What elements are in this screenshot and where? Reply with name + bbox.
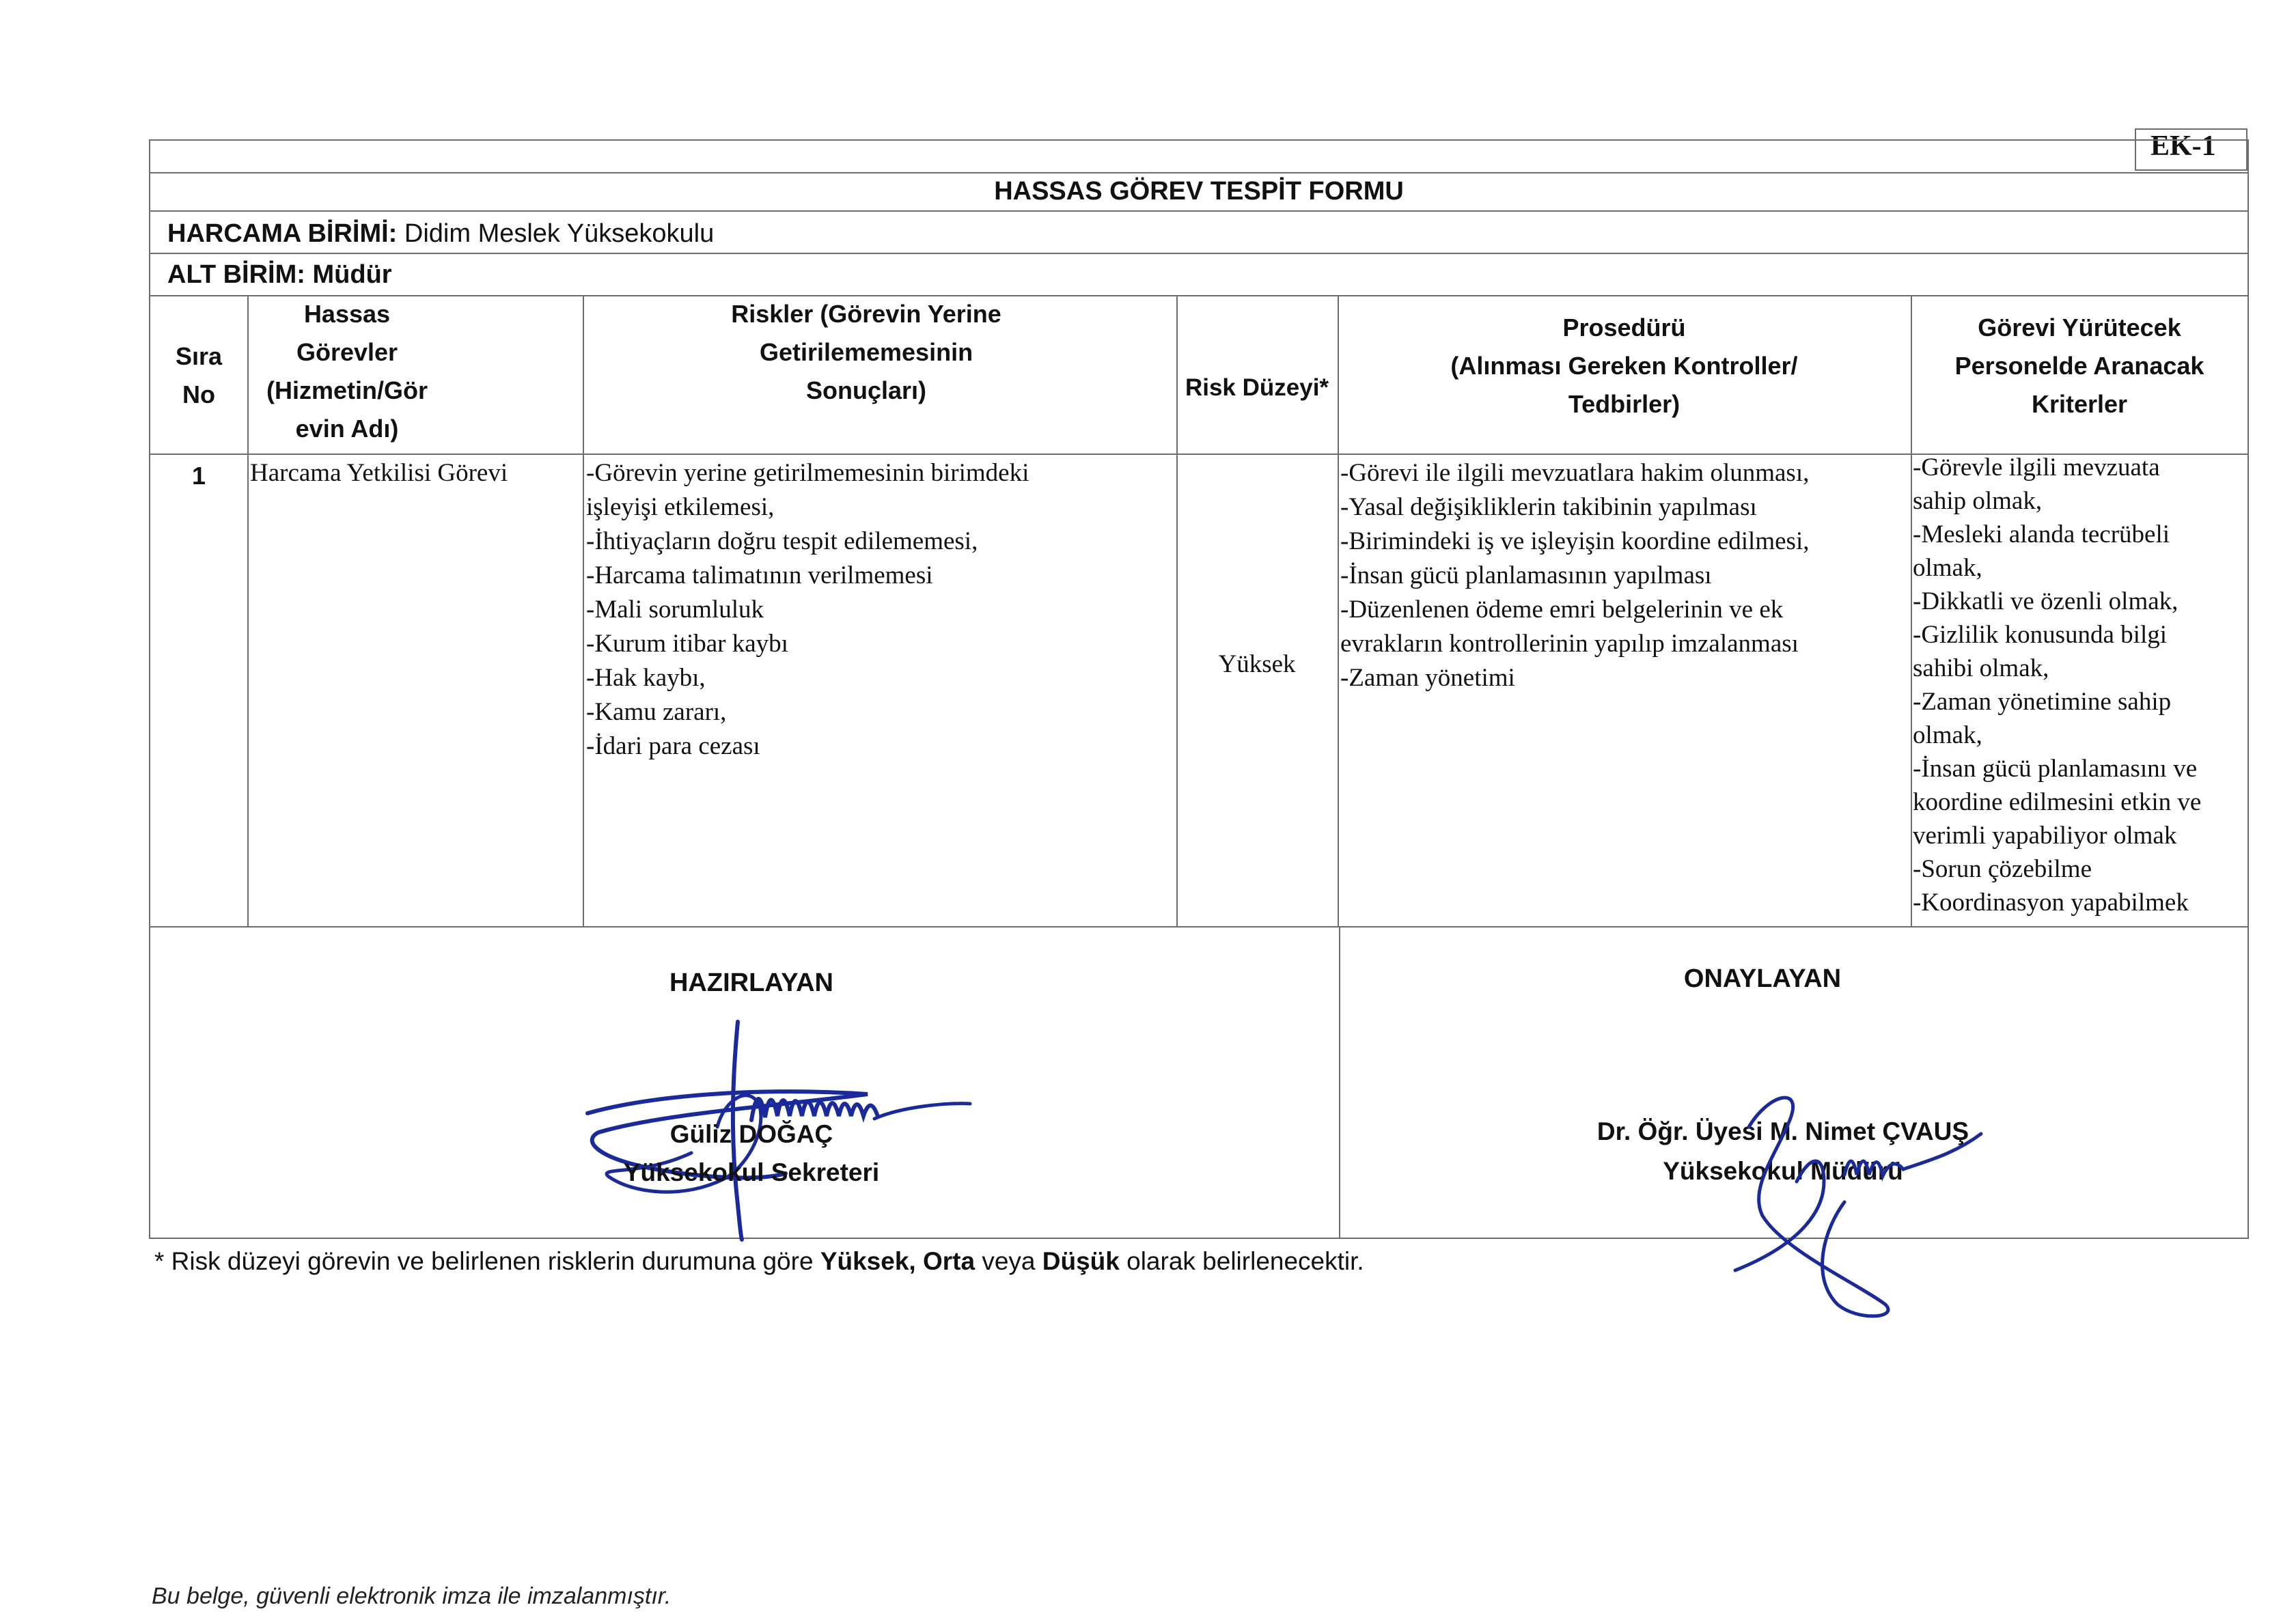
onaylayan-signature	[1721, 1079, 1995, 1325]
hazirlayan-heading: HAZIRLAYAN	[669, 968, 833, 997]
onaylayan-name: Dr. Öğr. Üyesi M. Nimet ÇVAUŞ	[1596, 1117, 1969, 1145]
footnote-high: Yüksek,	[820, 1247, 916, 1275]
hazirlayan-title: Yüksekokul Sekreteri	[623, 1158, 880, 1186]
alt-birim-value: Müdür	[312, 260, 392, 289]
footnote-low: Düşük	[1042, 1247, 1120, 1275]
harcama-birimi-label: HARCAMA BİRİMİ:	[167, 219, 398, 248]
header-risk-duzeyi: Risk Düzeyi*	[1185, 374, 1329, 401]
table-row-prosedur: -Görevi ile ilgili mevzuatlara hakim olunması, -Yasal değişikliklerin takibinin yapılması -Birimindeki iş ve işleyişin koordine edilmesi, -İnsan gücü planlamasının yapılması -Düzenlenen ödeme emri belgelerinin ve ek evrakların kontrollerinin yapılıp imzalanması -Zaman yönetimi	[1340, 459, 1810, 692]
table-row-riskler: -Görevin yerine getirilmemesinin birimdeki işleyişi etkilemesi, -İhtiyaçların doğru tespit edilememesi, -Harcama talimatının verilmemesi -Mali sorumluluk -Kurum itibar kaybı -Hak kaybı, -Kamu zararı, -İdari para cezası	[586, 459, 1029, 760]
form-title: HASSAS GÖREV TESPİT FORMU	[994, 177, 1404, 206]
header-riskler: Riskler (Görevin Yerine Getirilememesinin Sonuçları)	[731, 300, 1001, 404]
ek-tag: EK-1	[2150, 130, 2216, 162]
harcama-birimi-value: Didim Meslek Yüksekokulu	[404, 219, 715, 248]
table-row-kriterler: -Görevle ilgili mevzuata sahip olmak, -Mesleki alanda tecrübeli olmak, -Dikkatli ve özenli olmak, -Gizlilik konusunda bilgi sahibi olmak, -Zaman yönetimine sahip olmak, -İnsan gücü planlamasını ve koordine edilmesini etkin ve verimli yapabiliyor olmak -Sorun çözebilme -Koordinasyon yapabilmek	[1913, 454, 2202, 917]
risk-footnote	[154, 1247, 1364, 1276]
onaylayan-heading: ONAYLAYAN	[1683, 964, 1842, 993]
header-sira-no: Sıra No	[175, 342, 223, 408]
header-kriterler: Görevi Yürütecek Personelde Aranacak Kriterler	[1954, 313, 2204, 418]
table-row-risk-duzeyi: Yüksek	[1218, 650, 1296, 678]
footnote-mid: Orta	[922, 1247, 976, 1275]
table-row-gorev: Harcama Yetkilisi Görevi	[250, 459, 508, 487]
header-hassas-gorevler: Hassas Görevler (Hizmetin/Gör evin Adı)	[266, 300, 428, 443]
footnote-suffix: olarak belirlenecektir.	[1126, 1247, 1364, 1275]
header-prosedur: Prosedürü (Alınması Gereken Kontroller/ Tedbirler)	[1450, 313, 1798, 418]
alt-birim-row	[167, 257, 392, 292]
harcama-birimi-row	[167, 216, 714, 251]
onaylayan-title: Yüksekokul Müdürü	[1663, 1157, 1903, 1185]
footnote-prefix: * Risk düzeyi görevin ve belirlenen risklerin durumuna göre	[154, 1247, 814, 1275]
table-row-no: 1	[191, 462, 206, 490]
footnote-sep: veya	[982, 1247, 1036, 1275]
hazirlayan-name: Güliz DOĞAÇ	[669, 1120, 833, 1148]
e-signature-note: Bu belge, güvenli elektronik imza ile imzalanmıştır.	[152, 1583, 672, 1609]
alt-birim-label: ALT BİRİM:	[167, 260, 305, 289]
